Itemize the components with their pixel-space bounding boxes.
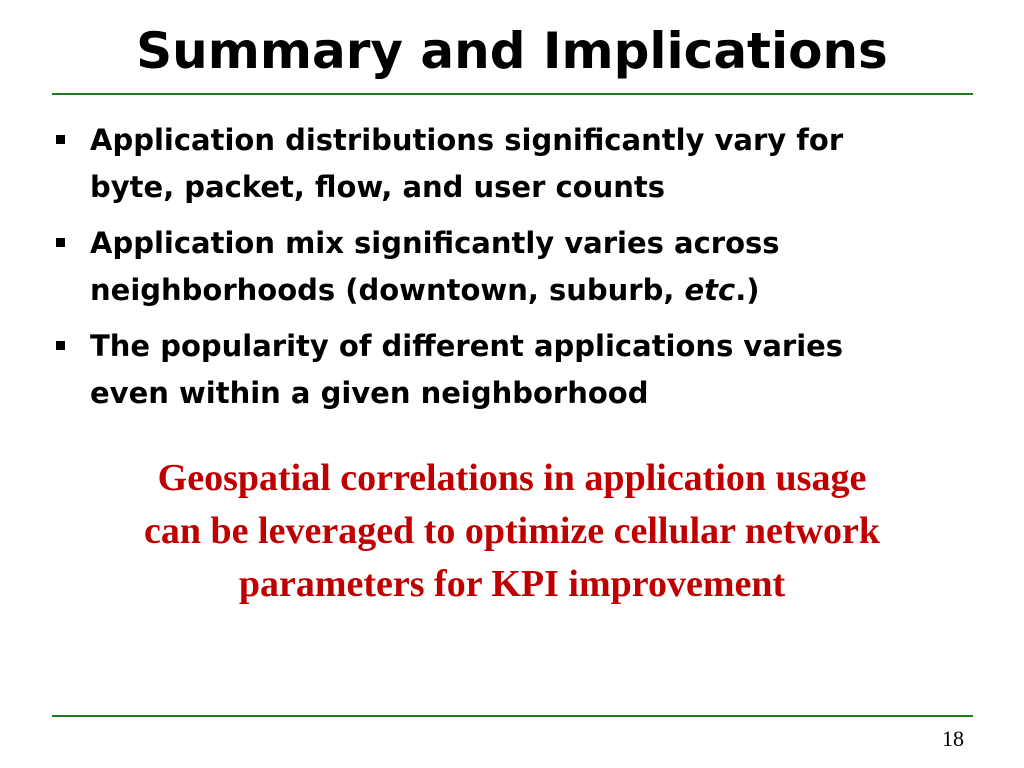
conclusion-line: can be leveraged to optimize cellular network: [144, 510, 880, 552]
bullet-list: [52, 117, 982, 426]
bullet-italic-text: etc: [684, 273, 736, 307]
conclusion-statement: [0, 452, 1024, 611]
bullet-square-icon: [56, 135, 65, 144]
bullet-line-tail: .): [735, 273, 760, 307]
bullet-line: even within a given neighborhood: [90, 376, 649, 410]
page-number: 18: [942, 726, 964, 751]
title-divider: [52, 93, 973, 95]
bullet-line: The popularity of different applications varies: [90, 329, 844, 363]
slide-title: Summary and Implications: [136, 22, 888, 80]
bullet-square-icon: [56, 238, 65, 247]
conclusion-line: Geospatial correlations in application usage: [157, 457, 867, 499]
footer-divider: [52, 715, 973, 717]
bullet-line: byte, packet, flow, and user counts: [90, 170, 666, 204]
bullet-line: Application distributions significantly vary for: [90, 123, 844, 157]
bullet-square-icon: [56, 341, 65, 350]
bullet-line: neighborhoods (downtown, suburb,: [90, 273, 685, 307]
bullet-item: [52, 323, 982, 417]
conclusion-line: parameters for KPI improvement: [238, 563, 786, 605]
bullet-item: [52, 117, 982, 211]
bullet-line: Application mix significantly varies across: [90, 226, 780, 260]
bullet-item: [52, 220, 982, 314]
